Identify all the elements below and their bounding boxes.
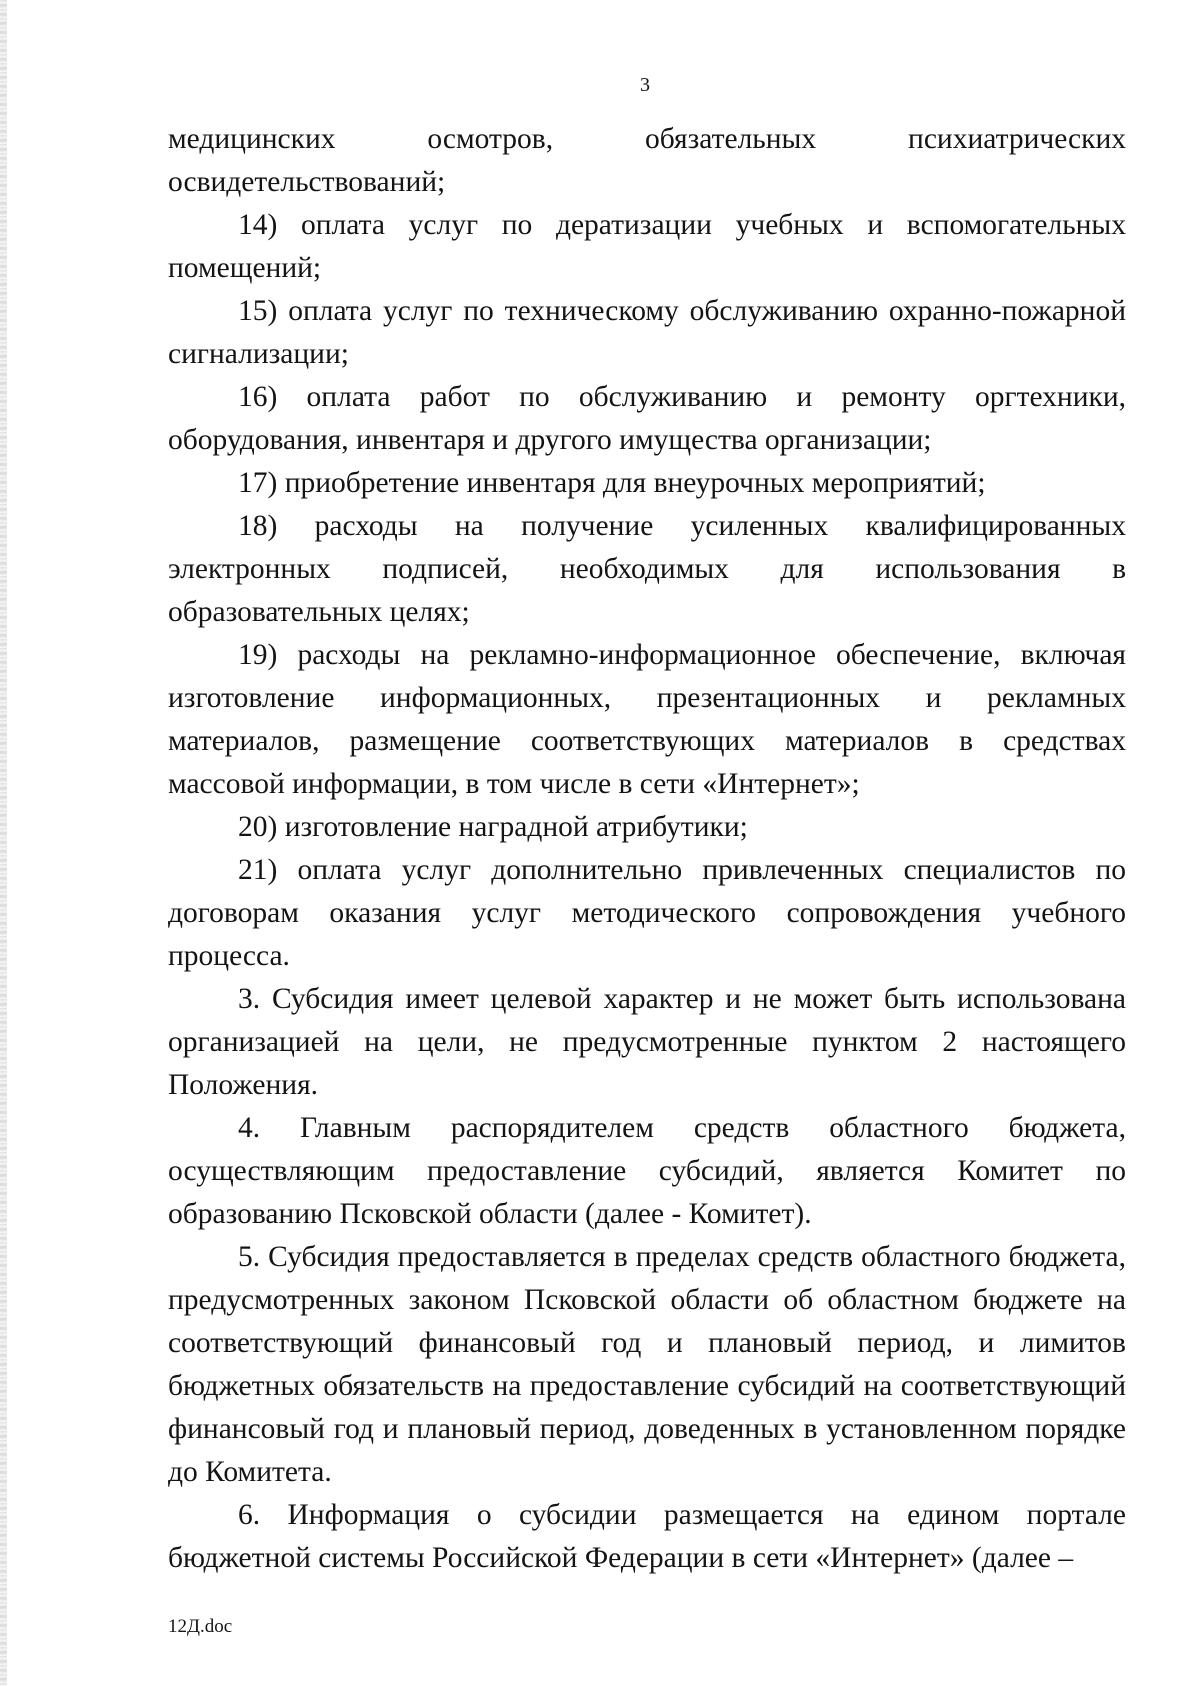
list-item-21: 21) оплата услуг дополнительно привлеченных специалистов по договорам оказания услуг методического сопровождения учебного процесса.	[168, 854, 1126, 972]
list-item-20: 20) изготовление наградной атрибутики;	[238, 811, 748, 843]
paragraph-continuation: медицинских осмотров, обязательных психиатрических освидетельствований;	[168, 123, 1126, 198]
list-item-17: 17) приобретение инвентаря для внеурочных мероприятий;	[238, 467, 986, 499]
clause-4: 4. Главным распорядителем средств областного бюджета, осуществляющим предоставление субсидий, является Комитет по образованию Псковской области (далее - Комитет).	[168, 1112, 1126, 1230]
list-item-18: 18) расходы на получение усиленных квалифицированных электронных подписей, необходимых для использования в образовательных целях;	[168, 510, 1126, 628]
scan-edge	[0, 0, 7, 1686]
list-item-19: 19) расходы на рекламно-информационное обеспечение, включая изготовление информационных, презентационных и рекламных материалов, размещение соответствующих материалов в средствах массовой информации, в том числе в сети «Интернет»;	[168, 639, 1126, 800]
clause-3: 3. Субсидия имеет целевой характер и не может быть использована организацией на цели, не предусмотренные пунктом 2 настоящего Положения.	[168, 983, 1126, 1101]
page-number: 3	[640, 74, 650, 96]
footer-filename: 12Д.doc	[168, 1616, 233, 1637]
list-item-14: 14) оплата услуг по дератизации учебных и вспомогательных помещений;	[168, 209, 1126, 284]
clause-5: 5. Субсидия предоставляется в пределах средств областного бюджета, предусмотренных законом Псковской области об областном бюджете на соответствующий финансовый год и плановый период, и лимитов бюджетных обязательств на предоставление субсидий на соответствующий финансовый год и плановый период, доведенных в установленном порядке до Комитета.	[168, 1241, 1126, 1488]
clause-6: 6. Информация о субсидии размещается на едином портале бюджетной системы Российской Федерации в сети «Интернет» (далее –	[168, 1499, 1126, 1574]
list-item-16: 16) оплата работ по обслуживанию и ремонту оргтехники, оборудования, инвентаря и другого имущества организации;	[168, 381, 1126, 456]
document-body	[168, 118, 1126, 1580]
list-item-15: 15) оплата услуг по техническому обслуживанию охранно-пожарной сигнализации;	[168, 295, 1126, 370]
